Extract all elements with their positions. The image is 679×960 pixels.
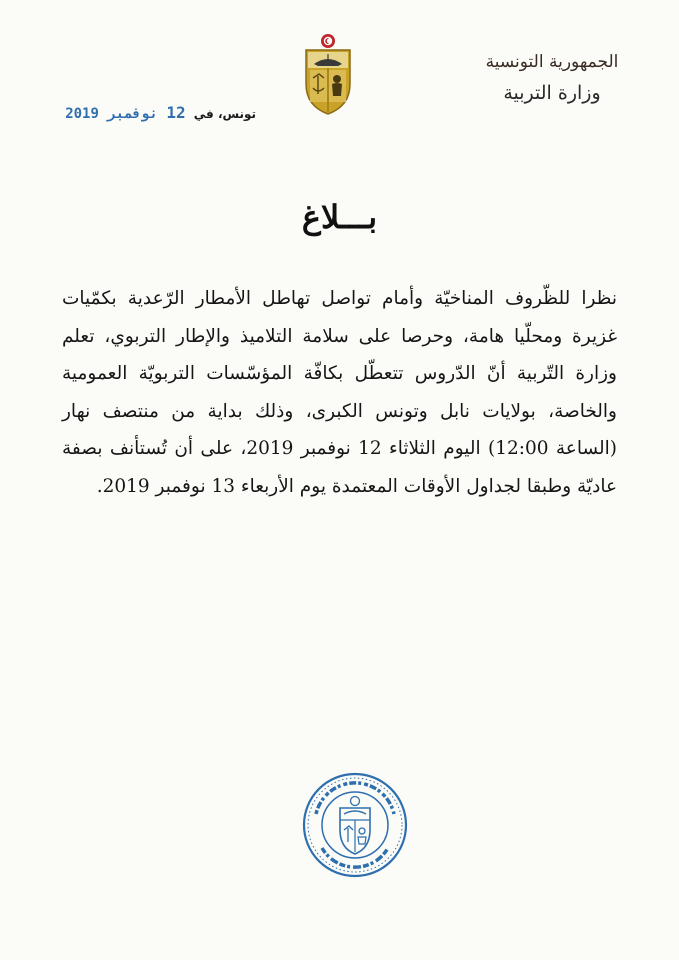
body-line: (الساعة 12:00) اليوم الثلاثاء 12 نوفمبر 2019، على أن تُستأنف بصفة (62, 438, 617, 459)
body-line: نظرا للظّروف المناخيّة وأمام تواصل تهاطل الأمطار الرّعدية بكمّيات (62, 288, 617, 309)
ministry-seal-stamp-icon (300, 770, 410, 880)
date-city-label: تونس، في (193, 107, 256, 121)
tunisia-coat-of-arms-icon (298, 32, 358, 116)
letterhead (477, 52, 627, 104)
date-month: نوفمبر (107, 106, 158, 122)
page-title: بـــلاغ (301, 198, 378, 236)
body-line: غزيرة ومحلّيا هامة، وحرصا على سلامة التلاميذ والإطار التربوي، تعلم (62, 325, 617, 347)
date-year: 2019 (65, 106, 99, 122)
date-stamp (65, 103, 186, 122)
ministry-name: وزارة التربية (503, 82, 601, 104)
body-line: عاديّة وطبقا لجداول الأوقات المعتمدة يوم الأربعاء 13 نوفمبر 2019. (96, 475, 617, 497)
date-day: 12 (166, 103, 186, 122)
announcement-body (62, 280, 617, 505)
body-line: والخاصة، بولايات نابل وتونس الكبرى، وذلك بداية من منتصف نهار (62, 400, 617, 422)
republic-name: الجمهورية التونسية (485, 52, 619, 72)
body-line: وزارة التّربية أنّ الدّروس تتعطّل بكافّة المؤسّسات التربويّة العمومية (62, 363, 617, 384)
date-line (65, 103, 256, 122)
